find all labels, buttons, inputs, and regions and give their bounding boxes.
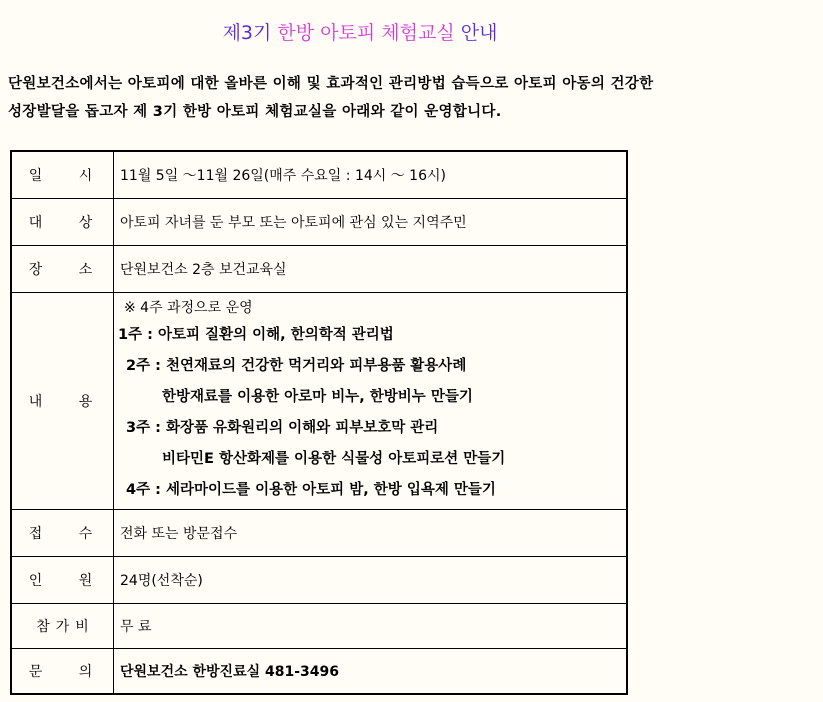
content-label: 내 용 bbox=[11, 293, 114, 510]
place-value: 단원보건소 2층 보건교육실 bbox=[114, 246, 628, 293]
capacity-label: 인 원 bbox=[11, 557, 114, 604]
intro-line-2: 성장발달을 돕고자 제 3기 한방 아토피 체험교실을 아래와 같이 운영합니다. bbox=[8, 104, 502, 120]
content-line-week3-sub: 비타민E 항산화제를 이용한 식물성 아토피로션 만들기 bbox=[162, 451, 506, 467]
table-row-target bbox=[11, 199, 627, 246]
table-row-schedule bbox=[11, 151, 627, 199]
content-note: ※ 4주 과정으로 운영 bbox=[124, 300, 253, 316]
inquiry-label: 문 의 bbox=[11, 649, 114, 695]
content-value bbox=[114, 293, 628, 510]
target-value: 아토피 자녀를 둔 부모 또는 아토피에 관심 있는 지역주민 bbox=[114, 199, 628, 246]
table-row-capacity bbox=[11, 557, 627, 604]
registration-label: 접 수 bbox=[11, 510, 114, 557]
place-label: 장 소 bbox=[11, 246, 114, 293]
title-part-2: 한방 아토피 체험교실 bbox=[277, 22, 455, 44]
fee-label: 참가비 bbox=[11, 604, 114, 649]
table-row-registration bbox=[11, 510, 627, 557]
content-line-week4: 4주 : 세라마이드를 이용한 아토피 밤, 한방 입욕제 만들기 bbox=[126, 482, 496, 498]
inquiry-value: 단원보건소 한방진료실 481-3496 bbox=[114, 649, 628, 695]
content-line-week2: 2주 : 천연재료의 건강한 먹거리와 피부용품 활용사례 bbox=[126, 358, 467, 374]
title-part-1: 제3기 bbox=[222, 22, 278, 44]
intro-line-1: 단원보건소에서는 아토피에 대한 올바른 이해 및 효과적인 관리방법 습득으로 아토피 아동의 건강한 bbox=[8, 76, 654, 92]
registration-value: 전화 또는 방문접수 bbox=[114, 510, 628, 557]
title-part-3: 안내 bbox=[454, 22, 498, 44]
schedule-label: 일 시 bbox=[11, 151, 114, 199]
fee-value: 무 료 bbox=[114, 604, 628, 649]
content-line-week1: 1주 : 아토피 질환의 이해, 한의학적 관리법 bbox=[118, 327, 394, 343]
table-row-place bbox=[11, 246, 627, 293]
intro-paragraph bbox=[8, 70, 820, 126]
schedule-value: 11월 5일 ～11월 26일(매주 수요일 : 14시 ～ 16시) bbox=[114, 151, 628, 199]
page-title bbox=[0, 18, 720, 45]
content-line-week3: 3주 : 화장품 유화원리의 이해와 피부보호막 관리 bbox=[126, 420, 439, 436]
target-label: 대 상 bbox=[11, 199, 114, 246]
table-row-content bbox=[11, 293, 627, 510]
info-table bbox=[10, 150, 628, 695]
table-row-inquiry bbox=[11, 649, 627, 695]
content-line-week2-sub: 한방재료를 이용한 아로마 비누, 한방비누 만들기 bbox=[162, 389, 473, 405]
table-row-fee bbox=[11, 604, 627, 649]
capacity-value: 24명(선착순) bbox=[114, 557, 628, 604]
